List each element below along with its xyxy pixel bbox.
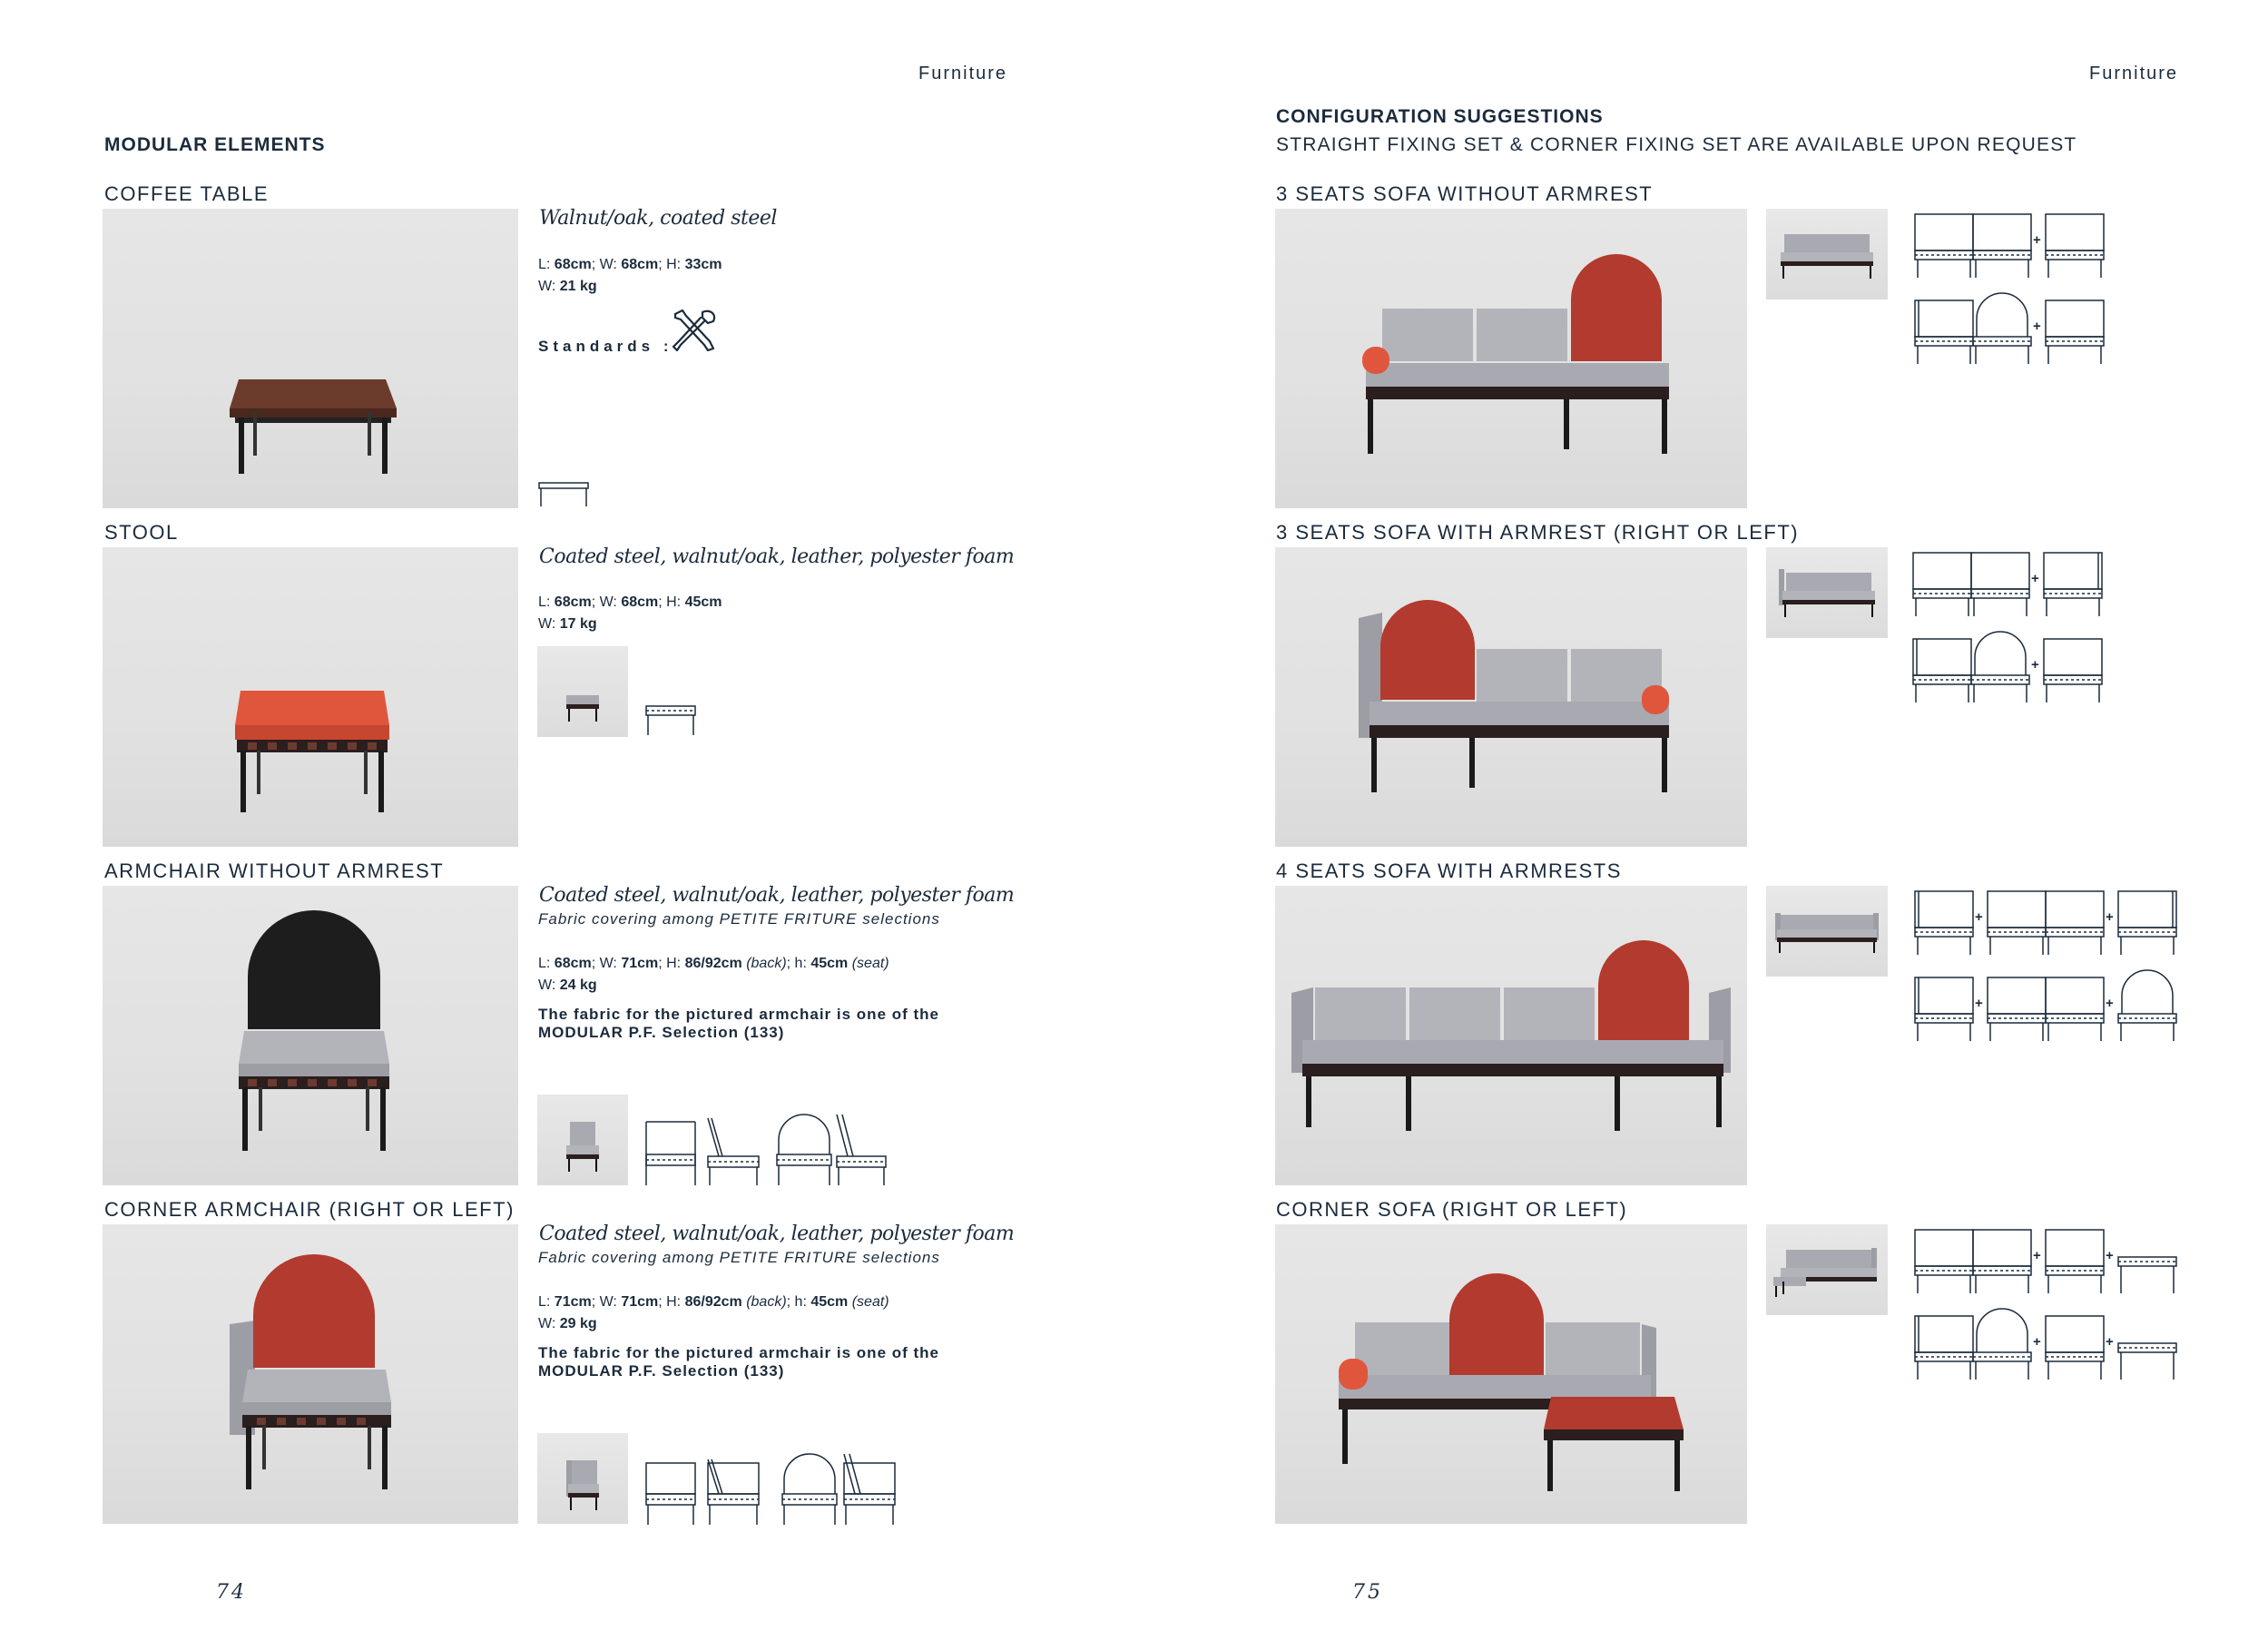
- dimension-segment: ; W:: [591, 1294, 622, 1310]
- dimension-segment: ; H:: [658, 956, 685, 971]
- weight-line: [538, 276, 722, 298]
- dimension-segment: ; h:: [786, 956, 811, 971]
- dimension-segment: W:: [538, 616, 560, 632]
- dimension-segment: ; W:: [591, 956, 622, 971]
- dimension-segment: (back): [741, 1294, 787, 1310]
- module-line-drawing: [1913, 547, 2204, 620]
- stool-line-drawing: [644, 704, 697, 737]
- coffee-table-material: Walnut/oak, coated steel: [539, 207, 777, 230]
- left-section-title: MODULAR ELEMENTS: [104, 134, 326, 155]
- plus-sign: +: [2033, 1334, 2041, 1350]
- item-title-corner-sofa: CORNER SOFA (RIGHT OR LEFT): [1276, 1198, 1628, 1221]
- corner-armchair-line-drawings: [643, 1450, 898, 1525]
- plus-sign: +: [2106, 909, 2114, 925]
- item-title-stool: STOOL: [104, 521, 179, 544]
- dimension-segment: 45cm: [684, 594, 722, 610]
- sofa-3-seats-armrest-thumbnail: [1766, 547, 1888, 638]
- dimension-segment: 24 kg: [559, 977, 597, 993]
- dimension-segment: 17 kg: [559, 616, 597, 632]
- stool-dimensions: [538, 592, 722, 635]
- dimension-segment: 68cm: [554, 594, 592, 610]
- plus-sign: +: [2106, 1248, 2114, 1263]
- configuration-row: [1913, 633, 2204, 711]
- armchair-thumbnail: [537, 1095, 628, 1185]
- dimension-segment: 45cm: [810, 956, 849, 971]
- corner-armchair-photo: [103, 1224, 518, 1524]
- plus-sign: +: [2106, 1334, 2114, 1350]
- weight-line: [538, 1313, 889, 1335]
- weight-line: [538, 614, 722, 635]
- corner-armchair-dimensions: [538, 1292, 889, 1335]
- configuration-row: [1915, 1224, 2205, 1301]
- dimension-segment: (seat): [848, 956, 889, 971]
- left-page-header: Furniture: [918, 64, 1008, 83]
- dimension-segment: ; H:: [658, 594, 685, 610]
- item-title-corner-armchair: CORNER ARMCHAIR (RIGHT OR LEFT): [104, 1198, 515, 1221]
- dimension-segment: W:: [538, 977, 560, 993]
- armchair-illustration: [103, 886, 518, 1185]
- dimension-segment: ; W:: [591, 594, 622, 610]
- left-page-number: 74: [216, 1581, 247, 1604]
- corner-armchair-fabric-note: The fabric for the pictured armchair is one of the MODULAR P.F. Selection (133): [538, 1344, 940, 1380]
- dimension-segment: 21 kg: [559, 279, 597, 294]
- item-title-armchair: ARMCHAIR WITHOUT ARMREST: [104, 859, 445, 882]
- dimension-segment: W:: [538, 1316, 560, 1331]
- dimension-segment: ; H:: [658, 1294, 685, 1310]
- plus-sign: +: [2033, 232, 2041, 248]
- dimension-segment: ; h:: [786, 1294, 811, 1310]
- configuration-row: [1915, 209, 2205, 286]
- dims-line: [538, 254, 722, 276]
- configuration-row: [1915, 972, 2205, 1049]
- configuration-row: [1915, 295, 2205, 372]
- configuration-row: [1915, 1311, 2205, 1388]
- dimension-segment: (seat): [848, 1294, 889, 1310]
- dimension-segment: 71cm: [621, 1294, 659, 1310]
- right-page-number: 75: [1352, 1581, 1383, 1604]
- dimension-segment: 68cm: [621, 257, 659, 272]
- sofa-3-seats-armrest-photo: [1275, 547, 1747, 847]
- coffee-table-line-drawing: [537, 481, 590, 508]
- module-line-drawing: [1915, 1224, 2205, 1297]
- sofa-4-seats-photo: [1275, 886, 1747, 1185]
- dimension-segment: 29 kg: [559, 1316, 597, 1331]
- standards-label: Standards :: [538, 338, 673, 355]
- item-title-coffee-table: COFFEE TABLE: [104, 182, 270, 205]
- dims-line: [538, 1292, 889, 1313]
- sofa-3-seats-no-armrest-photo: [1275, 209, 1747, 508]
- dimension-segment: 68cm: [554, 257, 592, 272]
- stool-photo: [103, 547, 518, 847]
- corner-sofa-thumbnail: [1766, 1224, 1888, 1315]
- item-title-3-seats-no-armrest: 3 SEATS SOFA WITHOUT ARMREST: [1276, 182, 1654, 205]
- dimension-segment: 68cm: [554, 956, 592, 971]
- dimension-segment: 71cm: [621, 956, 659, 971]
- armchair-photo: [103, 886, 518, 1185]
- module-line-drawing: [1915, 295, 2205, 368]
- corner-armchair-material: Coated steel, walnut/oak, leather, polyester foam: [539, 1223, 1015, 1245]
- dimension-segment: L:: [538, 594, 555, 610]
- corner-armchair-illustration: [103, 1224, 518, 1524]
- dimension-segment: 86/92cm: [684, 1294, 742, 1310]
- sofa-3-seats-no-armrest-thumbnail: [1766, 209, 1888, 300]
- dimension-segment: (back): [741, 956, 787, 971]
- stool-thumbnail: [537, 646, 628, 737]
- sofa-4-seats-thumbnail: [1766, 886, 1888, 977]
- plus-sign: +: [1975, 996, 1983, 1011]
- dimension-segment: ; H:: [658, 257, 685, 272]
- dimension-segment: L:: [538, 1294, 555, 1310]
- module-line-drawing: [1913, 633, 2204, 706]
- module-line-drawing: [1915, 972, 2205, 1045]
- dimension-segment: 71cm: [554, 1294, 592, 1310]
- armchair-fabric: Fabric covering among PETITE FRITURE selections: [538, 910, 940, 928]
- module-line-drawing: [1915, 209, 2205, 281]
- coffee-table-illustration: [103, 209, 518, 508]
- right-page-header: Furniture: [2089, 64, 2179, 83]
- coffee-table-photo: [103, 209, 518, 508]
- corner-sofa-photo: [1275, 1224, 1747, 1524]
- right-section-title: CONFIGURATION SUGGESTIONS: [1276, 106, 1604, 127]
- configuration-row: [1913, 547, 2204, 624]
- armchair-fabric-note: The fabric for the pictured armchair is one of the MODULAR P.F. Selection (133): [538, 1006, 940, 1041]
- corner-armchair-thumbnail: [537, 1433, 628, 1524]
- plus-sign: +: [2031, 657, 2039, 673]
- plus-sign: +: [1975, 909, 1983, 925]
- dimension-segment: 33cm: [684, 257, 722, 272]
- weight-line: [538, 975, 889, 997]
- armchair-material: Coated steel, walnut/oak, leather, polyester foam: [539, 884, 1015, 907]
- armchair-line-drawings: [643, 1113, 888, 1185]
- plus-sign: +: [2033, 1248, 2041, 1263]
- dimension-segment: 68cm: [621, 594, 659, 610]
- dimension-segment: 86/92cm: [684, 956, 742, 971]
- plus-sign: +: [2031, 571, 2039, 586]
- dimension-segment: W:: [538, 279, 560, 294]
- stool-illustration: [103, 547, 518, 847]
- configuration-row: [1915, 886, 2205, 963]
- module-line-drawing: [1915, 886, 2205, 958]
- armchair-dimensions: [538, 953, 889, 997]
- plus-sign: +: [2033, 319, 2041, 334]
- dimension-segment: ; W:: [591, 257, 622, 272]
- plus-sign: +: [2106, 996, 2114, 1011]
- dims-line: [538, 953, 889, 975]
- tools-icon: [670, 307, 719, 354]
- right-section-subtitle: STRAIGHT FIXING SET & CORNER FIXING SET ARE AVAILABLE UPON REQUEST: [1276, 134, 2077, 155]
- item-title-4-seats: 4 SEATS SOFA WITH ARMRESTS: [1276, 859, 1622, 882]
- coffee-table-dimensions: [538, 254, 722, 298]
- item-title-3-seats-armrest: 3 SEATS SOFA WITH ARMREST (RIGHT OR LEFT): [1276, 521, 1800, 544]
- corner-armchair-fabric: Fabric covering among PETITE FRITURE selections: [538, 1249, 940, 1266]
- dimension-segment: L:: [538, 956, 555, 971]
- dims-line: [538, 592, 722, 614]
- module-line-drawing: [1915, 1311, 2205, 1383]
- dimension-segment: 45cm: [810, 1294, 849, 1310]
- dimension-segment: L:: [538, 257, 555, 272]
- stool-material: Coated steel, walnut/oak, leather, polyester foam: [539, 545, 1015, 568]
